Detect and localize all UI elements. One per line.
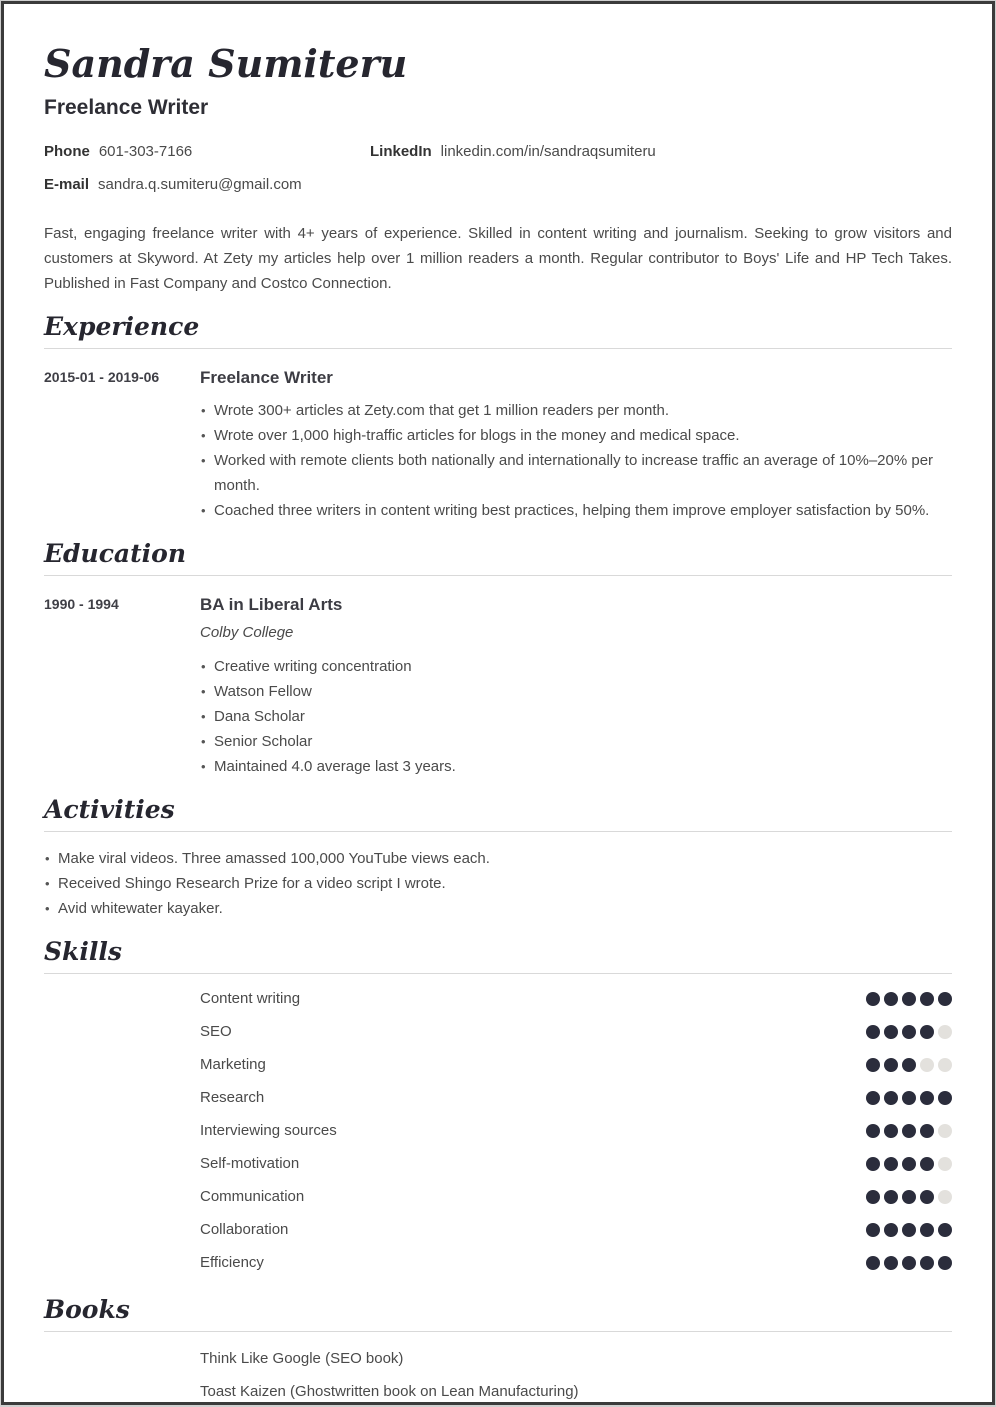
- skill-dot-filled: [902, 1025, 916, 1039]
- book-item: Think Like Google (SEO book): [200, 1350, 404, 1367]
- section-activities: [44, 795, 952, 921]
- skill-row: [200, 1081, 952, 1114]
- skill-dot-filled: [902, 992, 916, 1006]
- skill-dot-filled: [866, 1025, 880, 1039]
- experience-bullet-item: • Coached three writers in content writing best practices, helping them improve employer satisfaction by 50%.: [200, 498, 952, 523]
- contact-email: [44, 177, 370, 193]
- section-divider: [44, 348, 952, 349]
- skill-dot-filled: [920, 1025, 934, 1039]
- skill-rating-dots: [866, 992, 952, 1006]
- skill-label: Marketing: [200, 1056, 266, 1073]
- activity-bullet-item: • Make viral videos. Three amassed 100,000 YouTube views each.: [44, 846, 952, 871]
- experience-heading: Experience: [44, 312, 200, 341]
- skill-dot-filled: [902, 1256, 916, 1270]
- email-label: E-mail: [44, 176, 90, 193]
- linkedin-value: linkedin.com/in/sandraqsumiteru: [440, 143, 656, 160]
- education-degree: BA in Liberal Arts: [200, 595, 343, 614]
- skill-dot-filled: [938, 1223, 952, 1237]
- phone-label: Phone: [44, 143, 90, 160]
- skill-rating-dots: [866, 1058, 952, 1072]
- candidate-name: Sandra Sumiteru: [44, 41, 408, 86]
- linkedin-label: LinkedIn: [370, 143, 432, 160]
- skill-dot-filled: [920, 1223, 934, 1237]
- skill-dot-filled: [884, 1190, 898, 1204]
- skill-dot-empty: [920, 1058, 934, 1072]
- experience-job-title: Freelance Writer: [200, 368, 333, 387]
- skill-label: Interviewing sources: [200, 1122, 337, 1139]
- education-bullet-item: • Creative writing concentration: [200, 654, 952, 679]
- skill-rating-dots: [866, 1091, 952, 1105]
- activities-heading: Activities: [44, 795, 175, 824]
- skill-rating-dots: [866, 1256, 952, 1270]
- skill-dot-filled: [884, 992, 898, 1006]
- section-divider: [44, 1331, 952, 1332]
- section-divider: [44, 973, 952, 974]
- skill-dot-empty: [938, 1058, 952, 1072]
- section-divider: [44, 831, 952, 832]
- activity-bullet-item: • Received Shingo Research Prize for a video script I wrote.: [44, 871, 952, 896]
- skill-dot-filled: [866, 992, 880, 1006]
- skill-dot-filled: [884, 1058, 898, 1072]
- section-education: [44, 539, 952, 779]
- skill-dot-filled: [866, 1124, 880, 1138]
- skill-rating-dots: [866, 1223, 952, 1237]
- skill-dot-filled: [920, 1190, 934, 1204]
- skill-dot-filled: [902, 1190, 916, 1204]
- contact-spacer: [370, 177, 952, 193]
- skill-rating-dots: [866, 1190, 952, 1204]
- books-list: [44, 1342, 952, 1405]
- experience-entry: [44, 367, 952, 523]
- skill-dot-filled: [866, 1157, 880, 1171]
- skill-row: [200, 1147, 952, 1180]
- education-bullet-item: • Watson Fellow: [200, 679, 952, 704]
- section-skills: [44, 937, 952, 1279]
- skill-dot-filled: [938, 1091, 952, 1105]
- skill-label: Content writing: [200, 990, 301, 1007]
- skill-dot-filled: [884, 1025, 898, 1039]
- books-heading: Books: [44, 1295, 130, 1324]
- skill-rating-dots: [866, 1124, 952, 1138]
- skill-row: [200, 1246, 952, 1279]
- education-bullet-item: • Senior Scholar: [200, 729, 952, 754]
- experience-entry-body: [200, 367, 952, 523]
- skill-row: [200, 1048, 952, 1081]
- experience-date-range: 2015-01 - 2019-06: [44, 369, 160, 385]
- skill-row: [200, 1015, 952, 1048]
- skill-rating-dots: [866, 1157, 952, 1171]
- education-bullets: [200, 654, 952, 779]
- education-school: Colby College: [200, 624, 294, 641]
- contact-info: [44, 144, 952, 193]
- skill-dot-filled: [866, 1223, 880, 1237]
- skill-dot-filled: [920, 992, 934, 1006]
- section-experience: [44, 312, 952, 523]
- skill-dot-filled: [902, 1124, 916, 1138]
- experience-bullet-item: • Wrote over 1,000 high-traffic articles for blogs in the money and medical space.: [200, 423, 952, 448]
- education-entry-body: [200, 594, 952, 779]
- email-value: sandra.q.sumiteru@gmail.com: [98, 176, 302, 193]
- skill-dot-filled: [902, 1223, 916, 1237]
- experience-bullet-item: • Worked with remote clients both nationally and internationally to increase traffic an average of 10%–20% per month.: [200, 448, 952, 498]
- skill-dot-filled: [884, 1124, 898, 1138]
- skill-label: Research: [200, 1089, 265, 1106]
- skill-dot-filled: [884, 1091, 898, 1105]
- skill-dot-empty: [938, 1157, 952, 1171]
- skill-dot-empty: [938, 1190, 952, 1204]
- skill-label: Communication: [200, 1188, 305, 1205]
- section-divider: [44, 575, 952, 576]
- skill-dot-filled: [920, 1124, 934, 1138]
- skill-dot-filled: [866, 1256, 880, 1270]
- skill-label: SEO: [200, 1023, 232, 1040]
- resume-page: [1, 1, 995, 1405]
- section-books: [44, 1295, 952, 1405]
- education-bullet-item: • Maintained 4.0 average last 3 years.: [200, 754, 952, 779]
- skill-dot-filled: [920, 1256, 934, 1270]
- skill-row: [200, 982, 952, 1015]
- skill-label: Collaboration: [200, 1221, 289, 1238]
- skills-list: [44, 982, 952, 1279]
- skill-dot-filled: [920, 1091, 934, 1105]
- skill-dot-filled: [920, 1157, 934, 1171]
- contact-linkedin: [370, 144, 952, 160]
- education-date-range: 1990 - 1994: [44, 596, 119, 612]
- education-entry: [44, 594, 952, 779]
- skill-row: [200, 1213, 952, 1246]
- skill-label: Self-motivation: [200, 1155, 300, 1172]
- skill-dot-filled: [866, 1091, 880, 1105]
- skill-dot-filled: [902, 1091, 916, 1105]
- skill-dot-filled: [884, 1157, 898, 1171]
- contact-phone: [44, 144, 370, 160]
- book-item: Toast Kaizen (Ghostwritten book on Lean Manufacturing): [200, 1383, 579, 1400]
- skill-dot-filled: [884, 1256, 898, 1270]
- skill-dot-empty: [938, 1025, 952, 1039]
- skill-dot-filled: [902, 1058, 916, 1072]
- candidate-job-title: Freelance Writer: [44, 96, 209, 119]
- education-heading: Education: [44, 539, 187, 568]
- skill-label: Efficiency: [200, 1254, 264, 1271]
- professional-summary: Fast, engaging freelance writer with 4+ years of experience. Skilled in content writing and journalism. Seeking to grow visitors and customers at Skyword. At Zety my articles help over 1 million readers a month. Regular contributor to Boys' Life and HP Tech Takes. Published in Fast Company and Costco Connection.: [44, 225, 952, 292]
- skill-row: [200, 1114, 952, 1147]
- skill-dot-filled: [866, 1058, 880, 1072]
- resume-content: [4, 42, 992, 1405]
- skill-dot-filled: [938, 1256, 952, 1270]
- activities-bullets: [44, 846, 952, 921]
- skill-rating-dots: [866, 1025, 952, 1039]
- resume-header: [44, 42, 952, 296]
- skill-row: [200, 1180, 952, 1213]
- education-bullet-item: • Dana Scholar: [200, 704, 952, 729]
- skill-dot-filled: [884, 1223, 898, 1237]
- skill-dot-filled: [902, 1157, 916, 1171]
- skill-dot-filled: [866, 1190, 880, 1204]
- skill-dot-empty: [938, 1124, 952, 1138]
- skills-heading: Skills: [44, 937, 122, 966]
- experience-bullets: [200, 398, 952, 523]
- experience-bullet-item: • Wrote 300+ articles at Zety.com that get 1 million readers per month.: [200, 398, 952, 423]
- phone-value: 601-303-7166: [98, 143, 193, 160]
- activity-bullet-item: • Avid whitewater kayaker.: [44, 896, 952, 921]
- skill-dot-filled: [938, 992, 952, 1006]
